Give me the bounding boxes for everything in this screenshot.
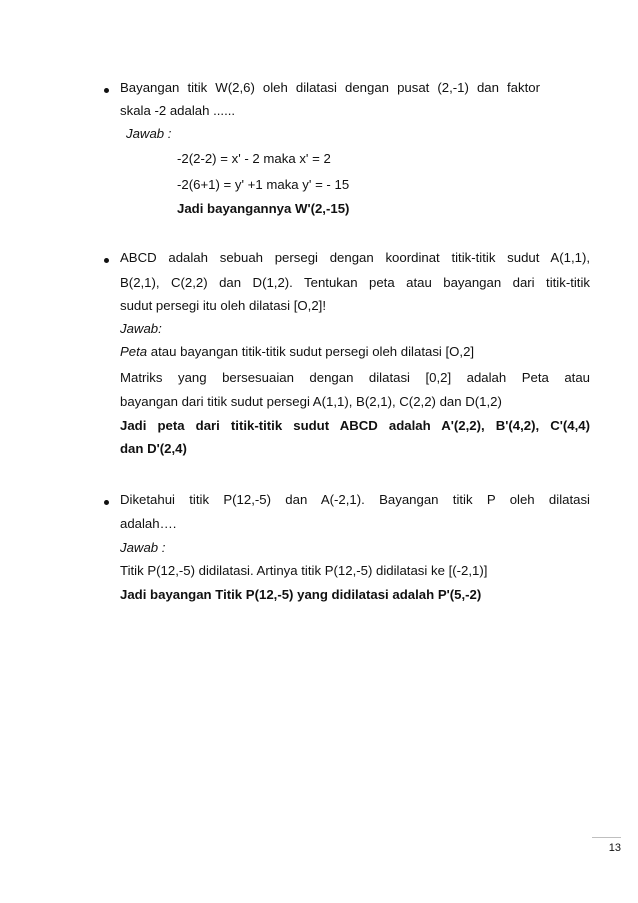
q1-step-1: -2(2-2) = x' - 2 maka x' = 2	[177, 151, 331, 166]
q2-line-2: B(2,1), C(2,2) dan D(1,2). Tentukan peta atau bayangan dari titik-titik	[120, 275, 590, 290]
page-number: 13	[608, 842, 621, 854]
q1-step-2: -2(6+1) = y' +1 maka y' = - 15	[177, 177, 350, 192]
q1-line-1: Bayangan titik W(2,6) oleh dilatasi dengan pusat (2,-1) dan faktor	[120, 80, 540, 95]
q2-answer-line-1: Jadi peta dari titik-titik sudut ABCD adalah A'(2,2), B'(4,2), C'(4,4)	[120, 418, 590, 433]
q1-line-2: skala -2 adalah ......	[120, 103, 236, 118]
q2-peta-line	[120, 344, 474, 360]
q2-matriks-line-2: bayangan dari titik sudut persegi A(1,1), B(2,1), C(2,2) dan D(1,2)	[120, 394, 502, 409]
bullet-icon	[104, 88, 109, 93]
q2-line-1: ABCD adalah sebuah persegi dengan koordinat titik-titik sudut A(1,1),	[120, 250, 590, 265]
q2-answer-line-2: dan D'(2,4)	[120, 441, 187, 456]
bullet-icon	[104, 500, 109, 505]
bullet-icon	[104, 258, 109, 263]
q2-peta-rest: atau bayangan titik-titik sudut persegi oleh dilatasi [O,2]	[147, 344, 475, 359]
q1-jawab-label: Jawab :	[126, 126, 172, 141]
q3-answer: Jadi bayangan Titik P(12,-5) yang didilatasi adalah P'(5,-2)	[120, 587, 482, 602]
q1-answer: Jadi bayangannya W'(2,-15)	[177, 201, 350, 216]
q3-line-2: adalah….	[120, 516, 177, 531]
q3-step-1: Titik P(12,-5) didilatasi. Artinya titik P(12,-5) didilatasi ke [(-2,1)]	[120, 563, 488, 578]
q3-line-1: Diketahui titik P(12,-5) dan A(-2,1). Bayangan titik P oleh dilatasi	[120, 492, 590, 507]
q2-line-3: sudut persegi itu oleh dilatasi [O,2]!	[120, 298, 326, 313]
q2-jawab-label: Jawab:	[120, 321, 162, 336]
q2-peta-word: Peta	[120, 344, 148, 359]
page-number-divider	[592, 837, 621, 838]
q3-jawab-label: Jawab :	[120, 540, 166, 555]
q2-matriks-line-1: Matriks yang bersesuaian dengan dilatasi [0,2] adalah Peta atau	[120, 370, 590, 385]
